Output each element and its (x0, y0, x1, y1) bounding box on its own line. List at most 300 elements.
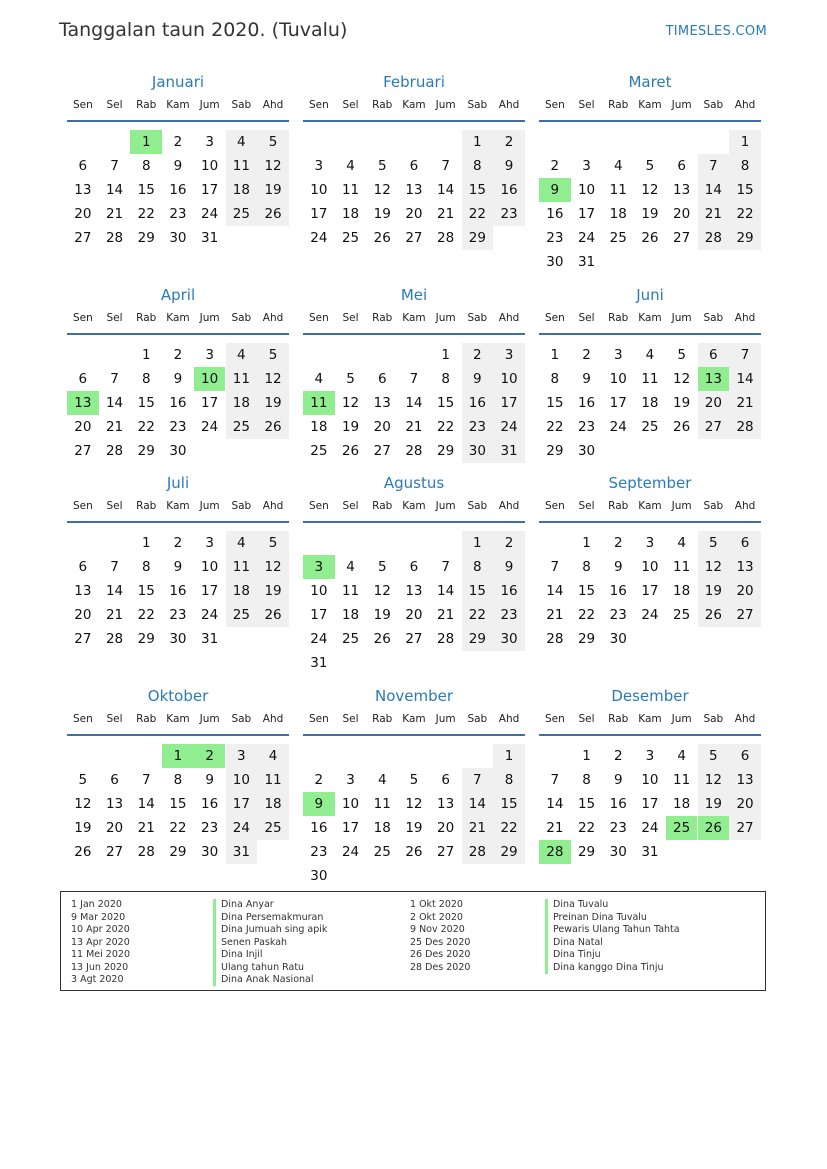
weekday-label: Rab (136, 99, 157, 111)
legend-entry: 13 Jun 2020 (71, 961, 129, 973)
day-cell: 13 (673, 182, 691, 198)
day-cell: 10 (609, 371, 627, 387)
day-cell: 4 (314, 371, 324, 387)
day-cell: 12 (257, 367, 289, 391)
day-cell: 15 (577, 796, 596, 812)
day-cell: 28 (105, 443, 124, 459)
day-cell: 13 (729, 768, 761, 792)
weekday-label: Sel (342, 312, 359, 324)
day-cell: 2 (613, 748, 623, 764)
day-cell: 18 (673, 583, 691, 599)
day-cell: 24 (226, 816, 258, 840)
day-cell: 13 (74, 182, 92, 198)
day-cell: 5 (698, 531, 730, 555)
weekday-header (303, 312, 525, 330)
header-rule (67, 521, 289, 523)
weekday-label: Sel (106, 312, 123, 324)
day-cell: 6 (677, 158, 686, 174)
day-cell: 14 (437, 182, 455, 198)
day-cell: 30 (609, 844, 627, 860)
day-cell: 10 (310, 182, 328, 198)
day-cell: 22 (577, 820, 596, 836)
day-cell: 3 (645, 535, 655, 551)
day-cell: 10 (341, 796, 360, 812)
day-cell: 13 (105, 796, 124, 812)
weekday-header (67, 312, 289, 330)
day-cell: 23 (546, 230, 564, 246)
day-cell: 4 (257, 744, 289, 768)
brand-logo-text[interactable]: TIMESLES.COM (665, 24, 767, 39)
day-cell: 5 (409, 772, 419, 788)
day-cell: 2 (582, 347, 591, 363)
day-cell: 15 (493, 792, 525, 816)
header-rule (539, 120, 761, 122)
holiday-day-cell: 11 (303, 391, 335, 415)
day-cell: 18 (609, 206, 627, 222)
weekday-label: Sen (308, 713, 329, 725)
day-cell: 20 (74, 419, 92, 435)
holiday-day-cell: 1 (130, 130, 162, 154)
legend-entry: Dina Injil (221, 949, 263, 960)
header-rule (303, 333, 525, 335)
day-cell: 1 (441, 347, 450, 363)
day-cell: 15 (546, 395, 564, 411)
day-cell: 15 (137, 182, 155, 198)
weekday-label: Sel (342, 500, 359, 512)
day-cell: 10 (493, 367, 525, 391)
day-cell: 6 (78, 158, 88, 174)
day-cell: 9 (173, 559, 183, 575)
day-cell: 19 (373, 607, 391, 623)
day-cell: 22 (437, 419, 455, 435)
day-cell: 24 (201, 419, 219, 435)
day-cell: 19 (257, 178, 289, 202)
day-cell: 19 (341, 419, 360, 435)
day-cell: 16 (169, 395, 187, 411)
day-cell: 17 (310, 607, 328, 623)
day-cell: 6 (698, 343, 730, 367)
day-cell: 30 (169, 631, 187, 647)
day-cell: 7 (550, 559, 560, 575)
header-rule (67, 734, 289, 736)
legend-entry: 28 Des 2020 (410, 961, 471, 973)
day-cell: 3 (205, 134, 214, 150)
day-cell: 28 (405, 443, 423, 459)
weekday-label: Rab (608, 312, 629, 324)
weekday-header (67, 500, 289, 518)
header-rule (303, 521, 525, 523)
day-cell: 25 (641, 419, 659, 435)
day-cell: 21 (437, 206, 455, 222)
weekday-label: Ahd (262, 500, 284, 512)
day-cell: 31 (226, 840, 258, 864)
day-cell: 16 (201, 796, 219, 812)
day-cell: 16 (493, 579, 525, 603)
day-cell: 22 (546, 419, 564, 435)
weekday-label: Sen (544, 500, 565, 512)
weekday-label: Jum (199, 500, 220, 512)
day-cell: 20 (729, 792, 761, 816)
day-cell: 19 (673, 395, 691, 411)
weekday-label: Sab (467, 312, 488, 324)
day-cell: 8 (582, 772, 591, 788)
day-cell: 12 (257, 555, 289, 579)
day-cell: 16 (462, 391, 494, 415)
weekday-header (303, 713, 525, 731)
day-cell: 6 (441, 772, 450, 788)
holiday-day-cell: 9 (539, 178, 571, 202)
weekday-label: Sen (308, 500, 329, 512)
day-cell: 31 (493, 439, 525, 463)
day-cell: 23 (609, 607, 627, 623)
weekday-label: Sel (578, 500, 595, 512)
weekday-label: Sel (578, 99, 595, 111)
weekday-label: Kam (402, 713, 426, 725)
header-rule (67, 333, 289, 335)
weekday-label: Kam (638, 500, 662, 512)
day-cell: 19 (698, 792, 730, 816)
day-cell: 29 (577, 631, 596, 647)
day-cell: 24 (310, 230, 328, 246)
day-cell: 22 (137, 419, 155, 435)
weekday-label: Sab (467, 500, 488, 512)
weekday-label: Sab (467, 713, 488, 725)
day-cell: 19 (641, 206, 659, 222)
day-cell: 4 (613, 158, 623, 174)
day-cell: 15 (729, 178, 761, 202)
day-cell: 14 (105, 395, 124, 411)
weekday-label: Ahd (498, 99, 520, 111)
weekday-label: Sen (308, 99, 329, 111)
day-cell: 4 (346, 559, 355, 575)
day-cell: 20 (74, 607, 92, 623)
day-cell: 17 (577, 206, 596, 222)
day-cell: 13 (437, 796, 455, 812)
day-cell: 1 (462, 130, 494, 154)
day-cell: 6 (78, 371, 88, 387)
day-cell: 11 (641, 371, 659, 387)
day-cell: 26 (373, 631, 391, 647)
day-cell: 28 (137, 844, 155, 860)
legend-entry: 25 Des 2020 (410, 936, 471, 948)
day-cell: 22 (729, 202, 761, 226)
legend-entry: 9 Mar 2020 (71, 911, 126, 923)
day-cell: 27 (673, 230, 691, 246)
day-cell: 7 (110, 158, 119, 174)
day-cell: 21 (137, 820, 155, 836)
weekday-label: Kam (402, 312, 426, 324)
day-cell: 14 (137, 796, 155, 812)
day-cell: 12 (641, 182, 659, 198)
weekday-label: Rab (372, 99, 393, 111)
day-cell: 1 (493, 744, 525, 768)
day-cell: 8 (441, 371, 450, 387)
day-cell: 1 (550, 347, 560, 363)
day-cell: 31 (201, 230, 219, 246)
day-cell: 25 (373, 844, 391, 860)
day-cell: 17 (609, 395, 627, 411)
day-cell: 20 (437, 820, 455, 836)
day-cell: 28 (437, 230, 455, 246)
day-cell: 7 (441, 559, 450, 575)
day-cell: 15 (577, 583, 596, 599)
day-cell: 20 (405, 206, 423, 222)
day-cell: 22 (169, 820, 187, 836)
day-cell: 5 (346, 371, 355, 387)
day-cell: 14 (105, 583, 124, 599)
day-cell: 2 (613, 535, 623, 551)
weekday-label: Kam (166, 713, 190, 725)
day-cell: 12 (373, 583, 391, 599)
holiday-day-cell: 28 (539, 840, 571, 864)
day-cell: 9 (613, 772, 623, 788)
day-cell: 16 (169, 583, 187, 599)
day-cell: 1 (141, 535, 151, 551)
day-cell: 3 (582, 158, 591, 174)
weekday-label: Ahd (734, 99, 756, 111)
day-cell: 1 (462, 531, 494, 555)
day-cell: 19 (405, 820, 423, 836)
day-cell: 11 (341, 583, 360, 599)
weekday-label: Sen (72, 312, 93, 324)
day-cell: 18 (226, 178, 258, 202)
day-cell: 3 (205, 347, 214, 363)
day-cell: 29 (137, 631, 155, 647)
day-cell: 16 (310, 820, 328, 836)
day-cell: 9 (613, 559, 623, 575)
weekday-header (539, 713, 761, 731)
day-cell: 31 (641, 844, 659, 860)
header-rule (67, 120, 289, 122)
day-cell: 30 (169, 443, 187, 459)
weekday-label: Jum (671, 713, 692, 725)
day-cell: 28 (546, 631, 564, 647)
day-cell: 26 (673, 419, 691, 435)
day-cell: 27 (74, 443, 92, 459)
day-cell: 20 (105, 820, 124, 836)
day-cell: 5 (377, 559, 387, 575)
day-cell: 12 (698, 555, 730, 579)
weekday-label: Rab (372, 713, 393, 725)
day-cell: 4 (346, 158, 355, 174)
legend-entry: Dina Anyar (221, 899, 274, 910)
month-name: Maret (628, 73, 672, 91)
day-cell: 3 (226, 744, 258, 768)
day-cell: 26 (698, 603, 730, 627)
day-cell: 23 (169, 607, 187, 623)
weekday-label: Rab (608, 713, 629, 725)
day-cell: 10 (641, 772, 659, 788)
day-cell: 28 (437, 631, 455, 647)
weekday-label: Jum (435, 713, 456, 725)
day-cell: 18 (226, 391, 258, 415)
day-cell: 29 (493, 840, 525, 864)
day-cell: 30 (201, 844, 219, 860)
weekday-label: Sel (106, 500, 123, 512)
day-cell: 17 (226, 792, 258, 816)
day-cell: 25 (257, 816, 289, 840)
day-cell: 14 (405, 395, 423, 411)
day-cell: 18 (341, 206, 360, 222)
day-cell: 27 (437, 844, 455, 860)
day-cell: 9 (582, 371, 591, 387)
day-cell: 1 (582, 748, 591, 764)
weekday-label: Ahd (498, 500, 520, 512)
day-cell: 9 (493, 555, 525, 579)
weekday-label: Sab (703, 99, 724, 111)
weekday-header (67, 713, 289, 731)
day-cell: 23 (201, 820, 219, 836)
weekday-label: Sen (544, 713, 565, 725)
day-cell: 15 (137, 583, 155, 599)
day-cell: 25 (310, 443, 328, 459)
day-cell: 14 (546, 583, 564, 599)
weekday-label: Sab (231, 99, 252, 111)
day-cell: 12 (698, 768, 730, 792)
day-cell: 30 (493, 627, 525, 651)
weekday-header (303, 500, 525, 518)
weekday-label: Sel (578, 312, 595, 324)
legend-right-names (553, 899, 680, 974)
day-cell: 28 (105, 631, 124, 647)
weekday-label: Jum (671, 312, 692, 324)
holiday-day-cell: 25 (666, 816, 698, 840)
day-cell: 29 (462, 627, 494, 651)
header-rule (303, 734, 525, 736)
legend-entry: Pewaris Ulang Tahun Tahta (553, 924, 680, 935)
day-cell: 21 (105, 206, 124, 222)
weekday-label: Sab (231, 713, 252, 725)
weekday-label: Jum (435, 500, 456, 512)
day-cell: 30 (169, 230, 187, 246)
day-cell: 10 (201, 559, 219, 575)
day-cell: 7 (550, 772, 560, 788)
weekday-label: Sel (342, 99, 359, 111)
day-cell: 21 (546, 820, 564, 836)
day-cell: 4 (226, 531, 258, 555)
day-cell: 10 (310, 583, 328, 599)
day-cell: 8 (582, 559, 591, 575)
day-cell: 7 (110, 559, 119, 575)
day-cell: 8 (141, 559, 151, 575)
day-cell: 10 (577, 182, 596, 198)
legend-entry: 3 Agt 2020 (71, 974, 124, 985)
month-name: Desember (611, 687, 689, 705)
day-cell: 30 (310, 868, 328, 884)
weekday-label: Kam (166, 99, 190, 111)
day-cell: 14 (105, 182, 124, 198)
day-cell: 25 (341, 230, 360, 246)
day-cell: 20 (373, 419, 391, 435)
day-cell: 20 (74, 206, 92, 222)
day-cell: 21 (546, 607, 564, 623)
day-cell: 26 (257, 603, 289, 627)
holiday-day-cell: 13 (698, 367, 730, 391)
weekday-header (539, 99, 761, 117)
day-cell: 13 (405, 182, 423, 198)
weekday-label: Kam (166, 500, 190, 512)
day-cell: 17 (341, 820, 360, 836)
day-cell: 2 (462, 343, 494, 367)
day-cell: 27 (405, 631, 423, 647)
month-name: Juni (636, 286, 664, 304)
day-cell: 31 (310, 655, 328, 671)
day-cell: 31 (577, 254, 596, 270)
holiday-day-cell: 9 (303, 792, 335, 816)
day-cell: 8 (141, 158, 151, 174)
day-cell: 25 (226, 415, 258, 439)
month-name: Mei (400, 286, 428, 304)
day-cell: 12 (673, 371, 691, 387)
legend-entry: 9 Nov 2020 (410, 924, 465, 935)
legend-entry: 1 Okt 2020 (410, 899, 463, 910)
day-cell: 24 (641, 607, 659, 623)
legend-entry: Dina Tuvalu (553, 899, 609, 910)
day-cell: 16 (609, 583, 627, 599)
month-name: November (374, 687, 454, 705)
weekday-label: Sen (308, 312, 329, 324)
weekday-label: Jum (199, 99, 220, 111)
legend-entry: Preinan Dina Tuvalu (553, 911, 647, 923)
day-cell: 15 (437, 395, 455, 411)
day-cell: 24 (577, 230, 596, 246)
day-cell: 19 (74, 820, 92, 836)
weekday-label: Kam (638, 713, 662, 725)
day-cell: 19 (257, 579, 289, 603)
weekday-label: Ahd (262, 312, 284, 324)
day-cell: 6 (409, 158, 419, 174)
weekday-label: Sen (72, 713, 93, 725)
header-rule (539, 734, 761, 736)
day-cell: 14 (462, 792, 494, 816)
day-cell: 18 (226, 579, 258, 603)
month-name: Februari (383, 73, 445, 91)
legend-right-dates (410, 899, 470, 974)
day-cell: 15 (169, 796, 187, 812)
day-cell: 2 (550, 158, 560, 174)
day-cell: 20 (673, 206, 691, 222)
day-cell: 7 (441, 158, 450, 174)
weekday-label: Kam (638, 99, 662, 111)
day-cell: 5 (257, 343, 289, 367)
day-cell: 14 (546, 796, 564, 812)
day-cell: 12 (341, 395, 360, 411)
day-cell: 3 (493, 343, 525, 367)
day-cell: 8 (729, 154, 761, 178)
day-cell: 6 (110, 772, 119, 788)
day-cell: 17 (201, 182, 219, 198)
day-cell: 2 (493, 130, 525, 154)
day-cell: 16 (577, 395, 596, 411)
day-cell: 22 (462, 603, 494, 627)
weekday-label: Sab (703, 500, 724, 512)
day-cell: 25 (226, 202, 258, 226)
weekday-header (539, 312, 761, 330)
day-cell: 5 (645, 158, 655, 174)
weekday-label: Jum (435, 312, 456, 324)
day-cell: 27 (698, 415, 730, 439)
day-cell: 1 (141, 347, 151, 363)
month-name: Januari (151, 73, 205, 91)
weekday-header (303, 99, 525, 117)
day-cell: 9 (462, 367, 494, 391)
day-cell: 27 (405, 230, 423, 246)
holiday-day-cell: 10 (194, 367, 226, 391)
day-cell: 16 (546, 206, 564, 222)
day-cell: 9 (493, 154, 525, 178)
month-name: Juli (166, 474, 190, 492)
day-cell: 25 (226, 603, 258, 627)
